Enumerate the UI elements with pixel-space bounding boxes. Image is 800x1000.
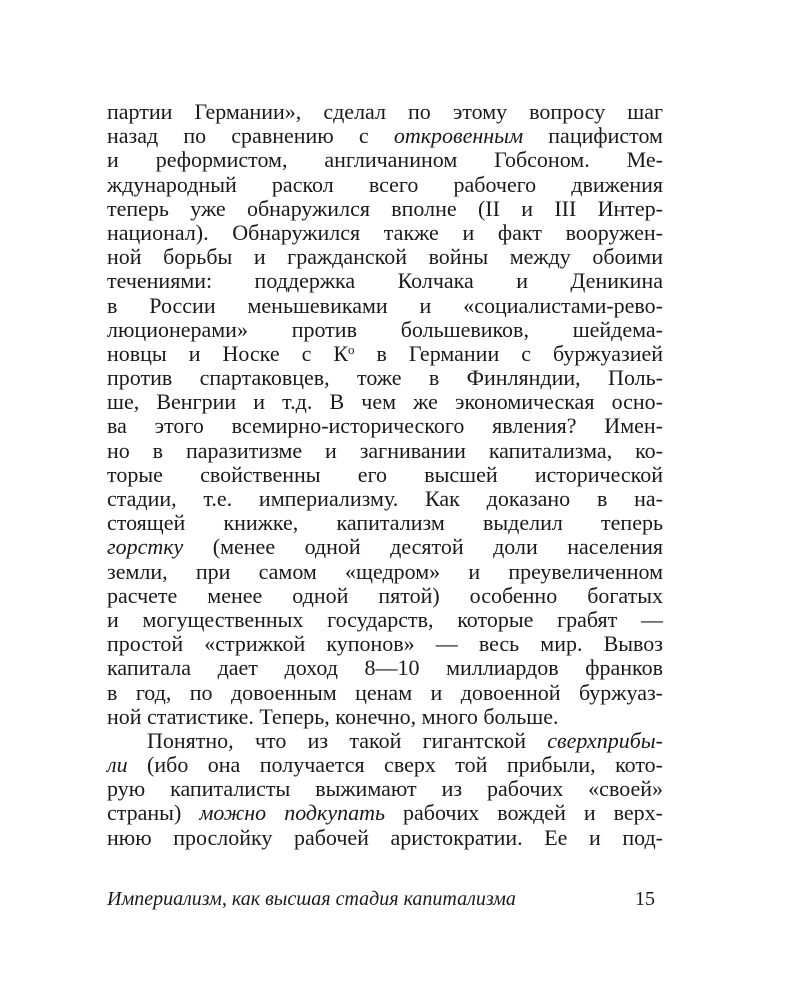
text-line xyxy=(107,608,663,632)
text-line xyxy=(107,294,663,318)
text-segment: в год, по довоенным ценам и довоенной буржуаз- xyxy=(107,679,663,705)
text-segment: ше, Венгрии и т.д. В чем же экономическая осно- xyxy=(107,389,663,415)
text-line xyxy=(107,777,663,801)
text-segment: ной статистике. Теперь, конечно, много больше. xyxy=(107,703,559,729)
text-line xyxy=(107,269,663,293)
text-segment: стоящей книжке, капитализм выделил теперь xyxy=(107,510,663,536)
text-segment: капитала дает доход 8—10 миллиардов франков xyxy=(107,655,663,681)
text-line xyxy=(107,560,663,584)
text-segment: нюю прослойку рабочей аристократии. Ее и под- xyxy=(107,824,663,850)
superscript: о xyxy=(348,341,355,357)
text-line xyxy=(107,681,663,705)
text-segment: Понятно, что из такой гигантской xyxy=(147,727,548,753)
italic-emphasis: откровенным xyxy=(393,123,524,149)
text-segment: земли, при самом «щедром» и преувеличенном xyxy=(107,558,663,584)
text-segment: и могущественных государств, которые грабят — xyxy=(107,606,663,632)
text-segment: партии Германии», сделал по этому вопросу шаг xyxy=(107,99,663,124)
page-number: 15 xyxy=(635,888,655,910)
text-line xyxy=(107,729,663,753)
text-line xyxy=(107,584,663,608)
text-line xyxy=(107,463,663,487)
text-segment: рабочих вождей и верх- xyxy=(384,800,663,826)
italic-emphasis: можно подкупать xyxy=(199,800,385,826)
text-line xyxy=(107,221,663,245)
text-segment: теперь уже обнаружился вполне (II и III Интер- xyxy=(107,195,663,221)
text-line xyxy=(107,801,663,825)
text-line xyxy=(107,487,663,511)
text-line xyxy=(107,342,663,366)
text-segment: торые свойственны его высшей исторической xyxy=(107,461,663,487)
text-segment: в Германии с буржуазией xyxy=(354,340,663,366)
text-segment: рую капиталисты выжимают из рабочих «своей» xyxy=(107,776,663,802)
text-segment: страны) xyxy=(107,800,200,826)
text-segment: ва этого всемирно-исторического явления? Имен- xyxy=(107,413,663,439)
text-line xyxy=(107,439,663,463)
text-line xyxy=(107,753,663,777)
text-segment: ждународный раскол всего рабочего движения xyxy=(107,171,663,197)
text-segment: национал). Обнаружился также и факт вооружен- xyxy=(107,219,663,245)
text-segment: против спартаковцев, тоже в Финляндии, Поль- xyxy=(107,365,663,391)
text-segment: расчете менее одной пятой) особенно богатых xyxy=(107,582,663,608)
text-segment: и реформистом, англичанином Гобсоном. Ме- xyxy=(107,147,663,173)
text-segment: (ибо она получается сверх той прибыли, кото- xyxy=(127,752,663,778)
text-segment: назад по сравнению с xyxy=(107,123,394,149)
text-line xyxy=(107,173,663,197)
text-line xyxy=(107,318,663,342)
text-segment: в России меньшевиками и «социалистами-рево- xyxy=(107,292,663,318)
text-line xyxy=(107,535,663,559)
italic-emphasis: сверхприбы- xyxy=(547,727,663,753)
text-line xyxy=(107,414,663,438)
book-title: Империализм, как высшая стадия капитализма xyxy=(107,888,516,910)
text-segment: простой «стрижкой купонов» — весь мир. Вывоз xyxy=(107,631,663,657)
text-line xyxy=(107,366,663,390)
text-segment: пацифистом xyxy=(523,123,663,149)
text-line xyxy=(107,100,663,124)
text-segment: ной борьбы и гражданской войны между обоими xyxy=(107,244,663,270)
text-line xyxy=(107,124,663,148)
italic-emphasis: горстку xyxy=(107,534,184,560)
running-footer xyxy=(107,886,663,912)
text-line xyxy=(107,197,663,221)
text-segment: но в паразитизме и загнивании капитализма, ко- xyxy=(107,437,663,463)
text-segment: люционерами» против большевиков, шейдема- xyxy=(107,316,663,342)
text-segment: новцы и Носке с К xyxy=(107,340,349,366)
text-segment: течениями: поддержка Колчака и Деникина xyxy=(107,268,663,294)
text-line xyxy=(107,245,663,269)
text-line xyxy=(107,632,663,656)
text-line xyxy=(107,148,663,172)
text-line xyxy=(107,705,663,729)
text-line xyxy=(107,390,663,414)
text-line xyxy=(107,826,663,850)
text-line xyxy=(107,511,663,535)
text-line xyxy=(107,656,663,680)
italic-emphasis: ли xyxy=(107,752,128,778)
text-segment: (менее одной десятой доли населения xyxy=(183,534,663,560)
text-segment: стадии, т.е. империализму. Как доказано в на- xyxy=(107,486,663,511)
body-text xyxy=(107,100,663,850)
